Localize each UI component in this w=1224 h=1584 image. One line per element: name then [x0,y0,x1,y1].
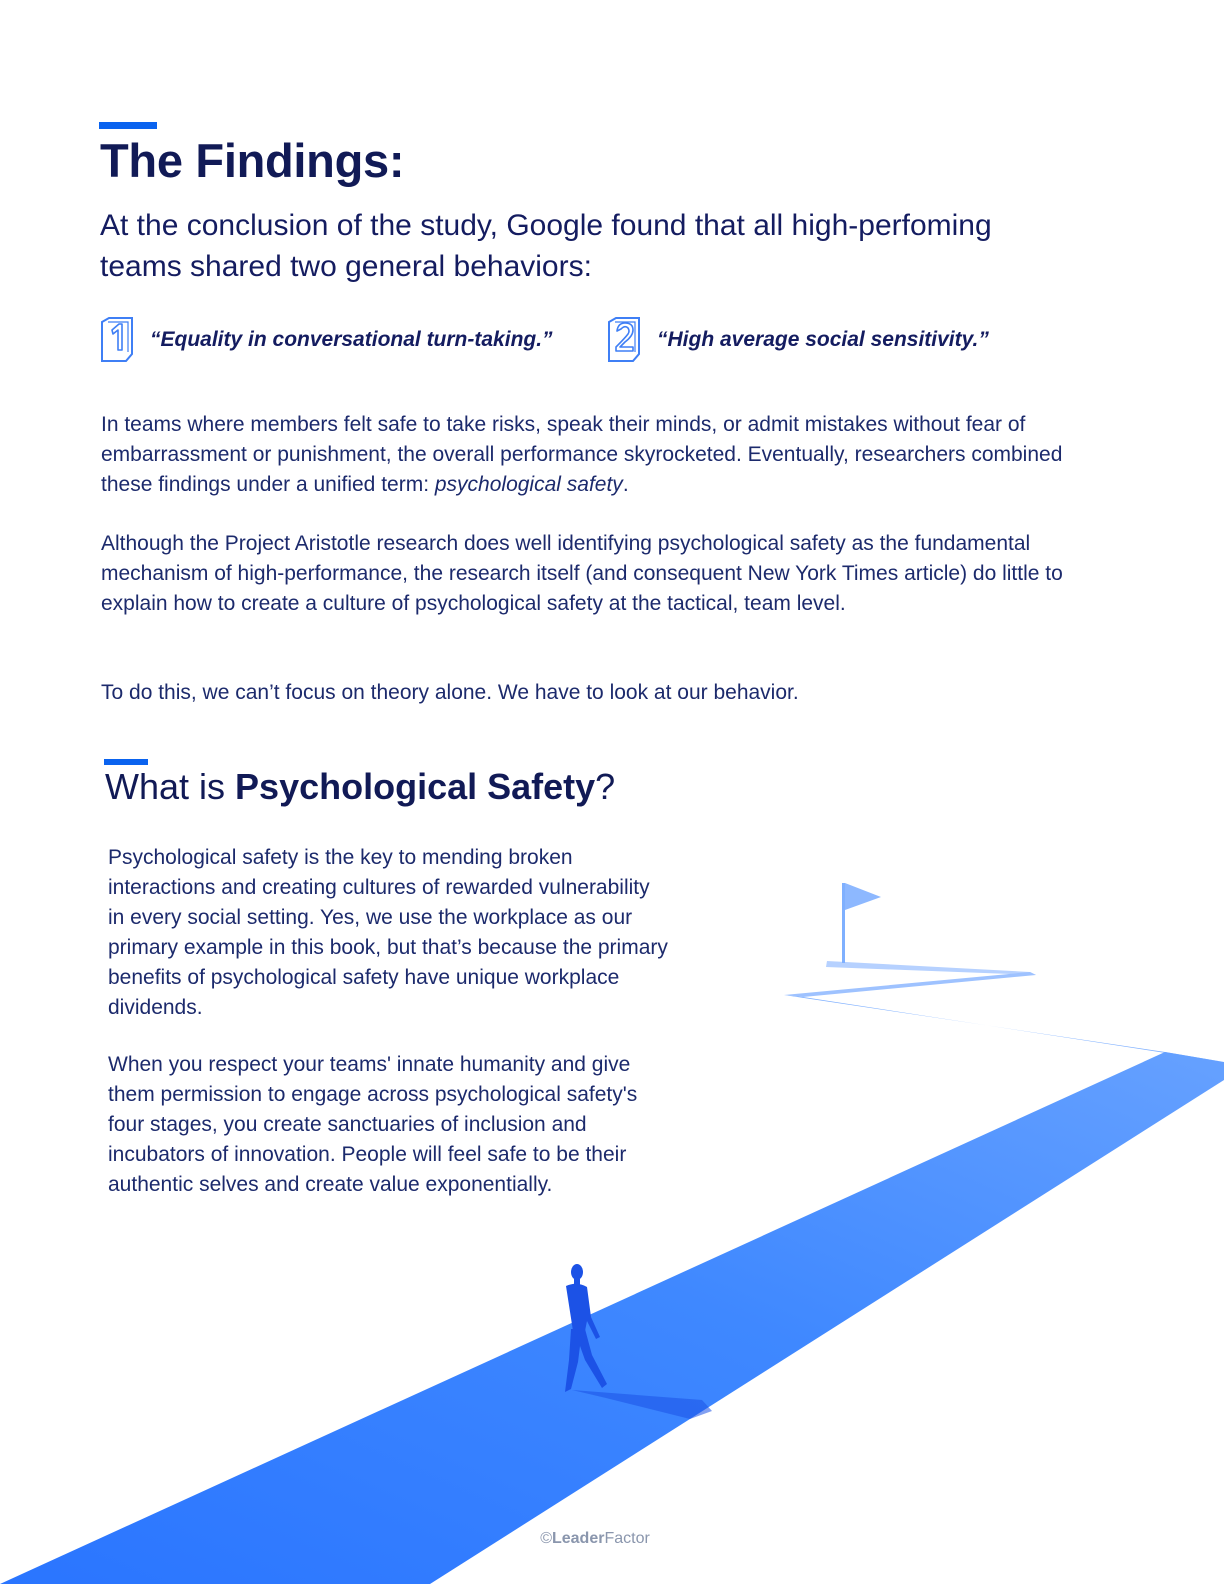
findings-paragraph-1 [101,410,1116,500]
section-title-prefix: What is [105,766,236,807]
section-accent-bar [104,759,148,765]
psych-safety-paragraph-2: When you respect your teams' innate humanity and give them permission to engage across psychological safety's four stages, you create sanctuaries of inclusion and incubators of innovation. People will feel safe to be their authentic selves and create value exponentially. [108,1053,638,1196]
psychological-safety-term: psychological safety [434,473,623,496]
findings-paragraph-1-end: . [622,473,629,496]
section-title [105,766,615,808]
flag-icon [842,883,881,963]
section-title-suffix: ? [595,766,616,807]
brand-light: Factor [604,1530,650,1547]
behavior-one-quote: “Equality in conversational turn-taking.” [150,328,553,351]
behavior-two-quote: “High average social sensitivity.” [657,328,989,351]
number-two-icon [605,316,643,364]
findings-accent-bar [99,122,157,129]
behavior-two [605,316,989,364]
findings-paragraph-3: To do this, we can’t focus on theory alone. We have to look at our behavior. [101,681,799,704]
section-title-bold: Psychological Safety [235,766,596,807]
brand-bold: Leader [551,1530,605,1547]
footer-brand [0,1530,1190,1548]
findings-subtitle: At the conclusion of the study, Google found that all high-perfoming teams shared two general behaviors: [100,209,992,283]
behavior-one [98,316,553,364]
findings-title: The Findings: [100,134,405,187]
number-one-icon [98,316,136,364]
psych-safety-paragraph-1: Psychological safety is the key to mending broken interactions and creating cultures of rewarded vulnerability in every social setting. Yes, we use the workplace as our primary example in this book, but that’s because the primary benefits of psychological safety have unique workplace dividends. [108,846,668,1019]
findings-paragraph-1-text: In teams where members felt safe to take risks, speak their minds, or admit mistakes without fear of embarrassment or punishment, the overall performance skyrocketed. Eventually, researchers combined these findings under a unified term: [101,413,1063,496]
copyright-symbol: © [540,1530,552,1547]
findings-paragraph-2: Although the Project Aristotle research does well identifying psychological safety as the fundamental mechanism of high-performance, the research itself (and consequent New York Times article) do little to explain how to create a culture of psychological safety at the tactical, team level. [101,532,1063,615]
